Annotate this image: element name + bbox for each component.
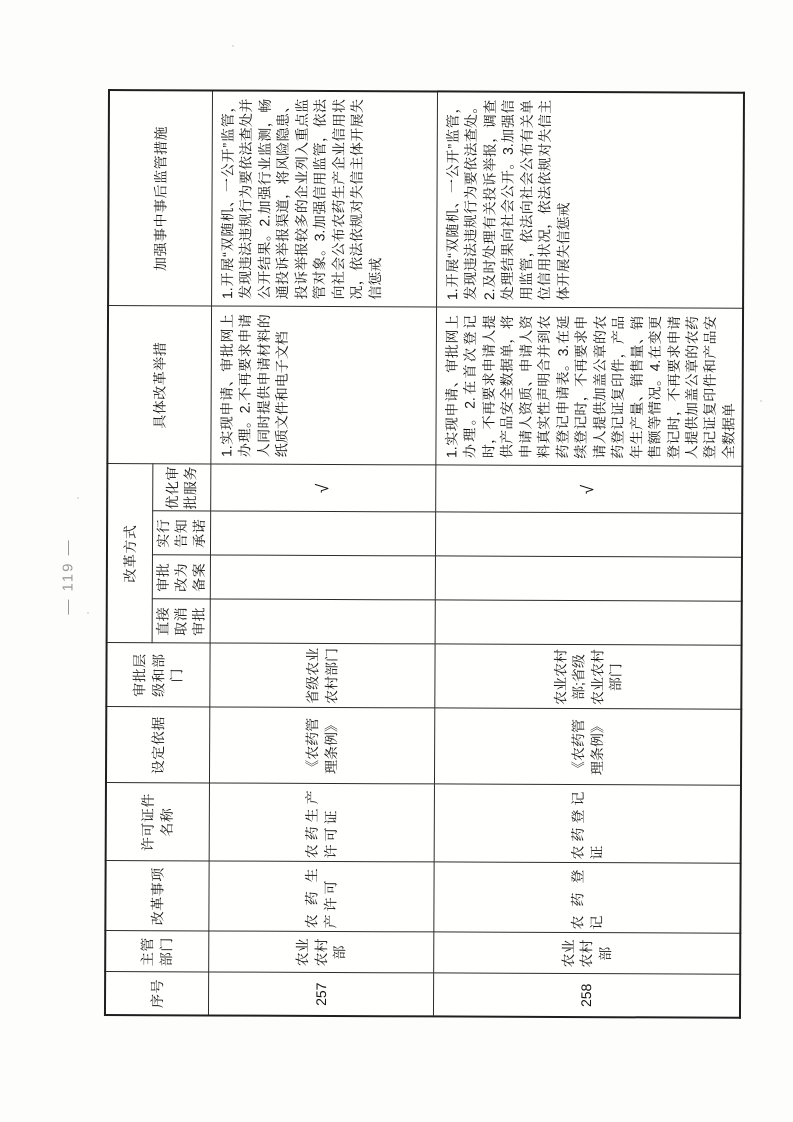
- header-measures: 具体改革举措: [107, 306, 211, 464]
- cell-supervision: 1.开展“双随机、一公开”监管，发现违法违规行为要依法查处并公开结果。2.加强行业监测，畅通投诉举报渠道，将风险隐患、投诉举报较多的企业列入重点监管对象。3.加强信用监管，依法向社会公布农药生产企业信用状况，依法依规对失信主体开展失信惩戒: [211, 90, 437, 307]
- cell-approval-level: 省级农业农村部门: [210, 643, 435, 708]
- header-supervision: 加强事中事后监管措施: [108, 90, 212, 306]
- cell-dept: 农业农村部: [209, 931, 434, 973]
- scan-speckle: [87, 612, 89, 614]
- cell-mode-commitment: [435, 512, 742, 557]
- header-dept: 主管部门: [105, 931, 209, 972]
- cell-seq: 257: [208, 972, 433, 1016]
- check-mark: √: [436, 465, 743, 513]
- cell-mode-cancel: [435, 600, 742, 645]
- cell-dept: 农业农村部: [434, 932, 741, 974]
- cell-reform-item: 农药生产许可: [209, 861, 434, 932]
- cell-measures: 1.实现申请、审批网上办理。2.不再要求申请人同时提供申请材料的纸质文件和电子文档: [211, 306, 437, 465]
- table-row-257: [208, 90, 437, 1016]
- header-approval-level: 审批层级和部门: [106, 643, 210, 707]
- rotated-table-container: [104, 91, 737, 1019]
- cell-measures: 1.实现申请、审批网上办理。2.在首次登记时，不再要求申请人提供产品安全数据单，将申请人资质、申请人资料真实性声明合并到农药登记申请表。3.在延续登记时，不再要求申请人提供加盖公章的农药登记证复印件，产品年生产量、销售量、销售额等情况。4.在变更登记时，不再要求申请人提供加盖公章的农药登记证复印件和产品安全数据单: [436, 307, 744, 466]
- header-mode-cancel: 直接取消审批: [152, 599, 211, 643]
- cell-license-name: 农药登记证: [434, 784, 741, 863]
- cell-approval-level: 农业农村部;省级农业农村部门: [435, 644, 742, 709]
- header-seq: 序号: [105, 972, 209, 1015]
- cell-mode-filing: [210, 555, 435, 600]
- cell-basis: 《农药管理条例》: [434, 708, 741, 785]
- cell-mode-filing: [435, 556, 742, 601]
- cell-seq: 258: [433, 973, 740, 1017]
- cell-reform-item: 农药登记: [434, 862, 741, 933]
- header-mode-commitment: 实行告知承诺: [152, 511, 211, 555]
- header-basis: 设定依据: [106, 707, 210, 783]
- header-mode-optimize: 优化审批服务: [152, 464, 211, 511]
- header-license-name: 许可证件名称: [106, 783, 210, 861]
- reform-items-table: [104, 89, 745, 1019]
- check-mark: √: [211, 464, 436, 512]
- scan-speckle: [232, 45, 234, 47]
- table-row-258: [433, 91, 744, 1017]
- scan-speckle: [77, 497, 79, 499]
- cell-supervision: 1.开展“双随机、一公开”监管，发现违法违规行为要依法查处。2.及时处理有关投诉举报，调查处理结果向社会公开。3.加强信用监管，依法向社会公布有关单位信用状况，依法依规对失信主体开展失信惩戒: [436, 91, 744, 308]
- header-reform-mode-group: 改革方式: [107, 464, 153, 643]
- cell-mode-commitment: [210, 511, 435, 556]
- cell-mode-cancel: [210, 599, 435, 644]
- scan-speckle: [760, 400, 762, 402]
- page-number: — 119 —: [59, 538, 77, 615]
- cell-basis: 《农药管理条例》: [209, 707, 434, 784]
- header-reform-item: 改革事项: [105, 861, 209, 931]
- cell-license-name: 农药生产许可证: [209, 783, 434, 862]
- header-mode-filing: 审批改为备案: [152, 555, 211, 599]
